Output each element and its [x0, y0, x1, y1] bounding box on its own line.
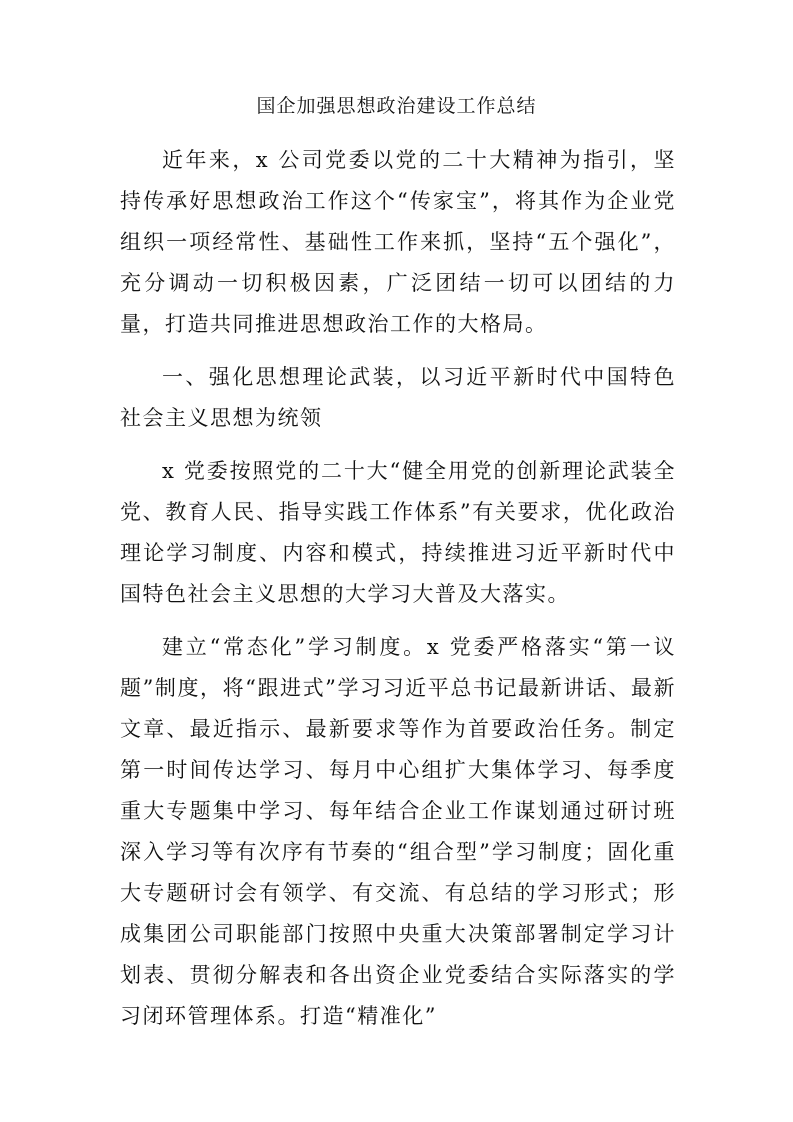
study-system-paragraph: 建立“常态化”学习制度。x 党委严格落实“第一议题”制度，将“跟进式”学习习近平总书记最新讲话、最新文章、最近指示、最新要求等作为首要政治任务。制定第一时间传达学习、每月中心组扩大集体学习、每季度重大专题集中学习、每年结合企业工作谋划通过研讨班深入学习等有次序有节奏的“组合型”学习制度；固化重大专题研讨会有领学、有交流、有总结的学习形式；形成集团公司职能部门按照中央重大决策部署制定学习计划表、贯彻分解表和各出资企业党委结合实际落实的学习闭环管理体系。打造“精准化”: [120, 635, 676, 1028]
intro-paragraph: 近年来，x 公司党委以党的二十大精神为指引，坚持传承好思想政治工作这个“传家宝”，将其作为企业党组织一项经常性、基础性工作来抓，坚持“五个强化”，充分调动一切积极因素，广泛团结一切可以团结的力量，打造共同推进思想政治工作的大格局。: [120, 148, 676, 336]
document-body: [120, 140, 676, 1049]
document-title: 国企加强思想政治建设工作总结: [256, 95, 537, 117]
section-1-paragraph: x 党委按照党的二十大“健全用党的创新理论武装全党、教育人民、指导实践工作体系”有关要求，优化政治理论学习制度、内容和模式，持续推进习近平新时代中国特色社会主义思想的大学习大普及大落实。: [120, 459, 676, 606]
section-heading-1: 一、强化思想理论武装，以习近平新时代中国特色社会主义思想为统领: [120, 365, 676, 430]
